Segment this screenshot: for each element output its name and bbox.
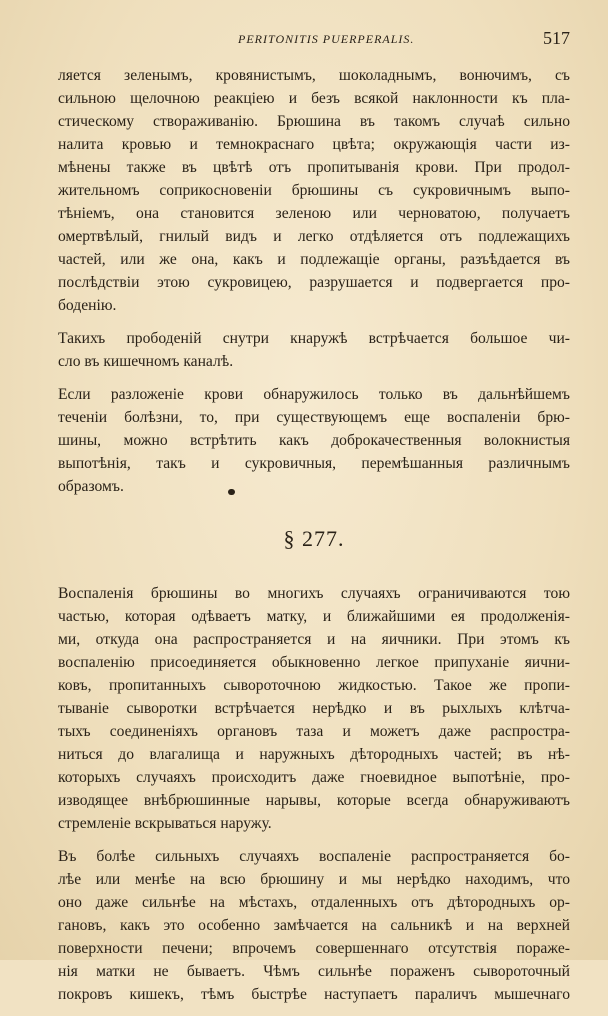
text-line: ковъ, пропитанныхъ сывороточною жидкостью. Такое же пропи- xyxy=(58,677,570,694)
text-line: мѣнены также въ цвѣтѣ отъ пропитыванія крови. При продол- xyxy=(58,159,570,176)
paragraph xyxy=(58,383,570,498)
text-line: боденію. xyxy=(58,297,117,314)
text-line: частью, которая одѣваетъ матку, и ближайшими ея продолженія- xyxy=(58,608,570,625)
text-line: Воспаленія брюшины во многихъ случаяхъ ограничиваются тою xyxy=(58,585,570,602)
text-line: тываніе сыворотки встрѣчается нерѣдко и въ рыхлыхъ клѣтча- xyxy=(58,700,570,717)
text-line: омертвѣлый, гнилый видъ и легко отдѣляется отъ подлежащихъ xyxy=(58,228,570,245)
paragraph xyxy=(58,64,570,317)
text-line: гановъ, какъ это особенно замѣчается на сальникѣ и на верхней xyxy=(58,917,570,934)
running-title: PERITONITIS PUERPERALIS. xyxy=(238,32,415,46)
text-line: жительномъ соприкосновеніи брюшины съ сукровичнымъ выпо- xyxy=(58,182,570,199)
text-line: послѣдствіи этою сукровицею, разрушается и подвергается про- xyxy=(58,274,570,291)
text-line: теченіи болѣзни, то, при существующемъ еще воспаленіи брю- xyxy=(58,409,570,426)
page-header xyxy=(60,28,570,52)
text-line: воспаленію присоединяется обыкновенно легкое припуханіе яични- xyxy=(58,654,570,671)
text-line: изводящее внѣбрюшинные нарывы, которые всегда обнаруживаютъ xyxy=(58,792,570,809)
text-line: покровъ кишекъ, тѣмъ быстрѣе наступаетъ параличъ мышечнаго xyxy=(58,986,570,1003)
text-line: ниться до влагалища и наружныхъ дѣтородныхъ частей; въ нѣ- xyxy=(58,746,570,763)
page-number: 517 xyxy=(543,28,570,48)
text-line: нія матки не бываетъ. Чѣмъ сильнѣе пораженъ сывороточный xyxy=(58,963,570,980)
ink-spot xyxy=(228,489,235,495)
text-line: сло въ кишечномъ каналѣ. xyxy=(58,353,234,370)
text-line: Если разложеніе крови обнаружилось только въ дальнѣйшемъ xyxy=(58,386,570,403)
text-block xyxy=(58,64,570,1016)
text-line: которыхъ случаяхъ происходитъ даже гноевидное выпотѣніе, про- xyxy=(58,769,570,786)
text-line: Такихъ прободеній снутри кнаружѣ встрѣчается большое чи- xyxy=(58,330,570,347)
text-line: образомъ. xyxy=(58,478,124,495)
text-line: ми, откуда она распространяется и на яичники. При этомъ къ xyxy=(58,631,570,648)
text-line: стическому створаживанію. Брюшина въ такомъ случаѣ сильно xyxy=(58,113,570,130)
text-line: поверхности печени; впрочемъ совершеннаго отсутствія пораже- xyxy=(58,940,570,957)
text-line: частей, или же она, какъ и подлежащіе органы, разъѣдается въ xyxy=(58,251,570,268)
text-line: тѣніемъ, она становится зеленою или черноватою, получаетъ xyxy=(58,205,570,222)
text-line: лѣе или менѣе на всю брюшину и мы нерѣдко находимъ, что xyxy=(58,871,570,888)
text-line: ляется зеленымъ, кровянистымъ, шоколаднымъ, вонючимъ, съ xyxy=(58,67,570,84)
text-line: сильною щелочною реакціею и безъ всякой наклонности къ пла- xyxy=(58,90,570,107)
paragraphs-top xyxy=(58,64,570,498)
section-heading: § 277. xyxy=(283,526,345,551)
text-line: налита кровью и темнокраснаго цвѣта; окружающія части из- xyxy=(58,136,570,153)
text-line: Въ болѣе сильныхъ случаяхъ воспаленіе распространяется бо- xyxy=(58,848,570,865)
text-line: шины, можно встрѣтить какъ доброкачественныя волокнистыя xyxy=(58,432,570,449)
text-line: тыхъ соединеніяхъ органовъ таза и можетъ даже распростра- xyxy=(58,723,570,740)
paragraph xyxy=(58,327,570,373)
paragraphs-bottom xyxy=(58,582,570,1006)
text-line: оно даже сильнѣе на мѣстахъ, отдаленныхъ отъ дѣтородныхъ ор- xyxy=(58,894,570,911)
text-line: выпотѣнія, такъ и сукровичныя, перемѣшанныя различнымъ xyxy=(58,455,570,472)
paragraph xyxy=(58,582,570,835)
text-line: стремленіе вскрываться наружу. xyxy=(58,815,272,832)
paragraph xyxy=(58,845,570,1006)
